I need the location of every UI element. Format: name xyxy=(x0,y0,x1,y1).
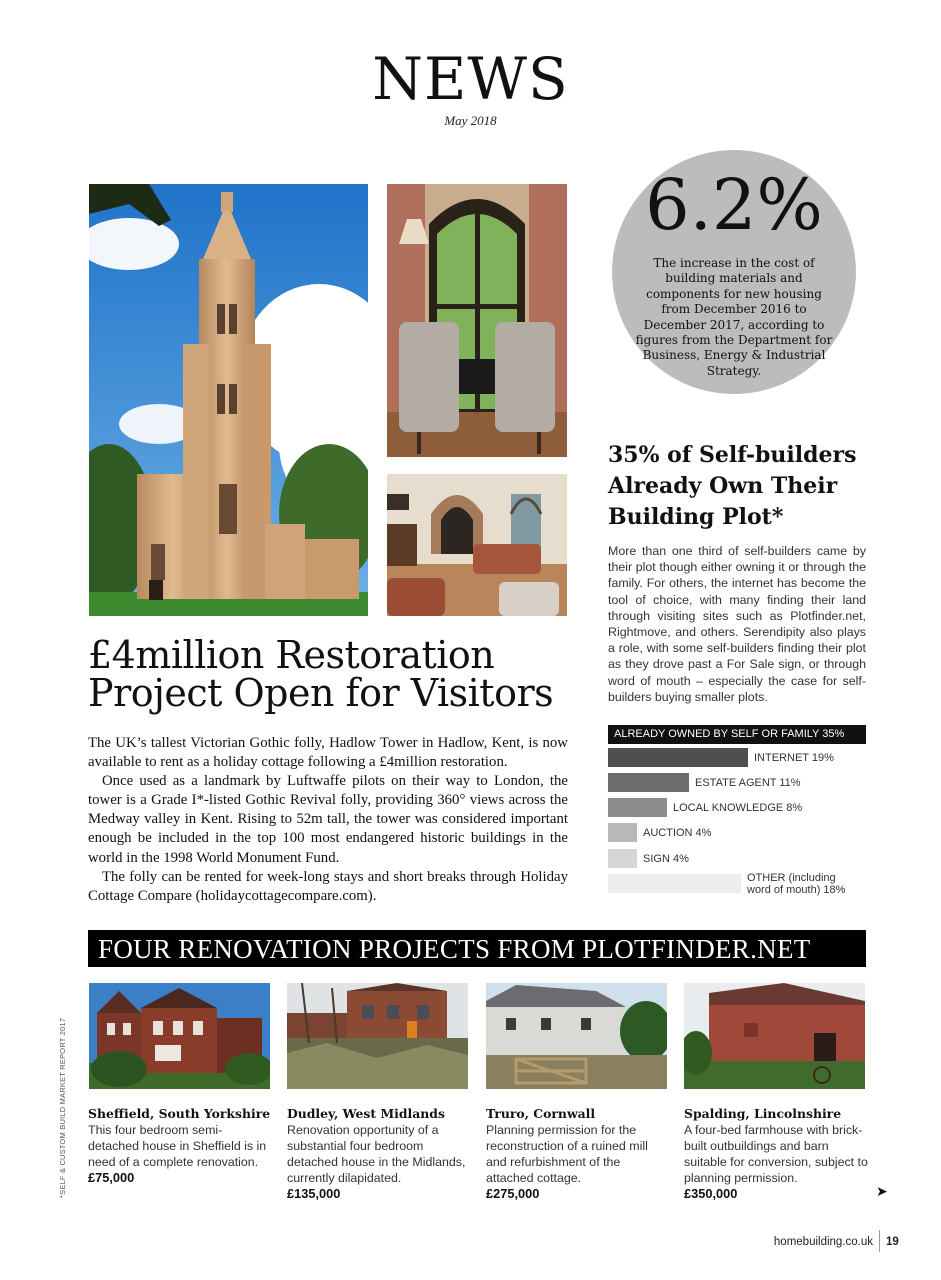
project-description: Planning permission for the reconstruction of a ruined mill and refurbishment of the attached cottage. xyxy=(486,1123,648,1185)
chart-title-bar: ALREADY OWNED BY SELF OR FAMILY 35% xyxy=(608,725,866,744)
project-card-dudley xyxy=(287,1106,471,1202)
source-footnote xyxy=(58,1017,72,1198)
project-card-truro xyxy=(486,1106,670,1202)
footer-website: homebuilding.co.uk xyxy=(773,1236,873,1248)
bar-other xyxy=(608,874,741,893)
project-card-sheffield xyxy=(88,1106,272,1186)
bar-sign xyxy=(608,849,637,868)
truro-cottage-photo xyxy=(486,983,667,1089)
project-title: Truro, Cornwall xyxy=(486,1106,596,1121)
project-price: £350,000 xyxy=(684,1186,738,1201)
project-price: £135,000 xyxy=(287,1186,341,1201)
project-description: Renovation opportunity of a substantial four bedroom detached house in the Midlands, currently dilapidated. xyxy=(287,1123,466,1185)
project-description: This four bedroom semi-detached house in Sheffield is in need of a complete renovation. xyxy=(88,1123,267,1169)
sidebar-headline: 35% of Self-builders Already Own Their Building Plot* xyxy=(608,442,857,530)
hadlow-tower-photo xyxy=(89,184,368,616)
article-headline xyxy=(88,633,568,715)
bar-label-sign: SIGN 4% xyxy=(643,853,689,865)
issue-date: May 2018 xyxy=(444,113,497,128)
page-masthead: NEWS xyxy=(372,45,569,113)
bar-label-other-line1: OTHER (including xyxy=(747,872,836,884)
continue-arrow-icon: ➤ xyxy=(876,1184,888,1200)
article-body xyxy=(88,734,568,906)
article-paragraph: Once used as a landmark by Luftwaffe pilots on their way to London, the tower is a Grade I*-listed Gothic Revival folly, providing 360° views across the Medway valley in Kent. Rising to 52m tall, the tower was considered important enough be included in the top 100 most endangered historic buildings in the world in the 1998 World Monument Fund. xyxy=(88,773,568,866)
footer-divider xyxy=(879,1230,880,1252)
stat-value: 6.2% xyxy=(645,164,823,246)
dudley-house-photo xyxy=(287,983,468,1089)
bar-label-other xyxy=(747,872,845,896)
article-paragraph: The folly can be rented for week-long stays and short breaks through Holiday Cottage Compare (holidaycottagecompare.com). xyxy=(88,868,568,904)
bar-internet xyxy=(608,748,748,767)
bar-label-estate-agent: ESTATE AGENT 11% xyxy=(695,777,801,789)
renovation-projects-banner: FOUR RENOVATION PROJECTS FROM PLOTFINDER.NET xyxy=(88,930,866,967)
project-title: Dudley, West Midlands xyxy=(287,1106,445,1121)
stat-caption: The increase in the cost of building materials and components for new housing from December 2016 to December 2017, according to figures from the Department for Business, Energy & Industrial Strategy. xyxy=(635,256,833,378)
sidebar-body: More than one third of self-builders came by their plot though either owning it or through the family. For others, the internet has become the tool of choice, with many finding their land through visiting sites such as Plotfinder.net, Rightmove, and others. Serendipity also plays a role, with some self-builders finding their plot as they drove past a For Sale sign, or through word of mouth – especially the case for self-builders buying smaller plots. xyxy=(608,544,866,704)
tower-interior-window-photo xyxy=(387,184,567,457)
page-number: 19 xyxy=(886,1236,899,1248)
source-footnote-text: *SELF & CUSTOM BUILD MARKET REPORT 2017 xyxy=(58,1017,67,1198)
sheffield-house-photo xyxy=(89,983,270,1089)
bar-local-knowledge xyxy=(608,798,667,817)
project-price: £75,000 xyxy=(88,1170,135,1185)
project-description: A four-bed farmhouse with brick-built outbuildings and barn suitable for conversion, subject to planning permission. xyxy=(684,1123,868,1185)
bar-label-other-line2: word of mouth) 18% xyxy=(747,884,846,896)
article-headline-line2: Project Open for Visitors xyxy=(88,671,554,715)
bar-label-auction: AUCTION 4% xyxy=(643,827,712,839)
bar-label-local-knowledge: LOCAL KNOWLEDGE 8% xyxy=(673,802,803,814)
bar-estate-agent xyxy=(608,773,689,792)
stat-callout xyxy=(612,150,856,394)
article-headline-line1: £4million Restoration xyxy=(88,633,495,677)
project-title: Spalding, Lincolnshire xyxy=(684,1106,842,1121)
spalding-barn-photo xyxy=(684,983,865,1089)
article-paragraph: The UK’s tallest Victorian Gothic folly, Hadlow Tower in Hadlow, Kent, is now available to rent as a holiday cottage following a £4million restoration. xyxy=(88,735,568,771)
project-price: £275,000 xyxy=(486,1186,540,1201)
project-card-spalding xyxy=(684,1106,868,1202)
tower-living-room-photo xyxy=(387,474,567,616)
project-title: Sheffield, South Yorkshire xyxy=(88,1106,271,1121)
bar-auction xyxy=(608,823,637,842)
bar-label-internet: INTERNET 19% xyxy=(754,752,834,764)
